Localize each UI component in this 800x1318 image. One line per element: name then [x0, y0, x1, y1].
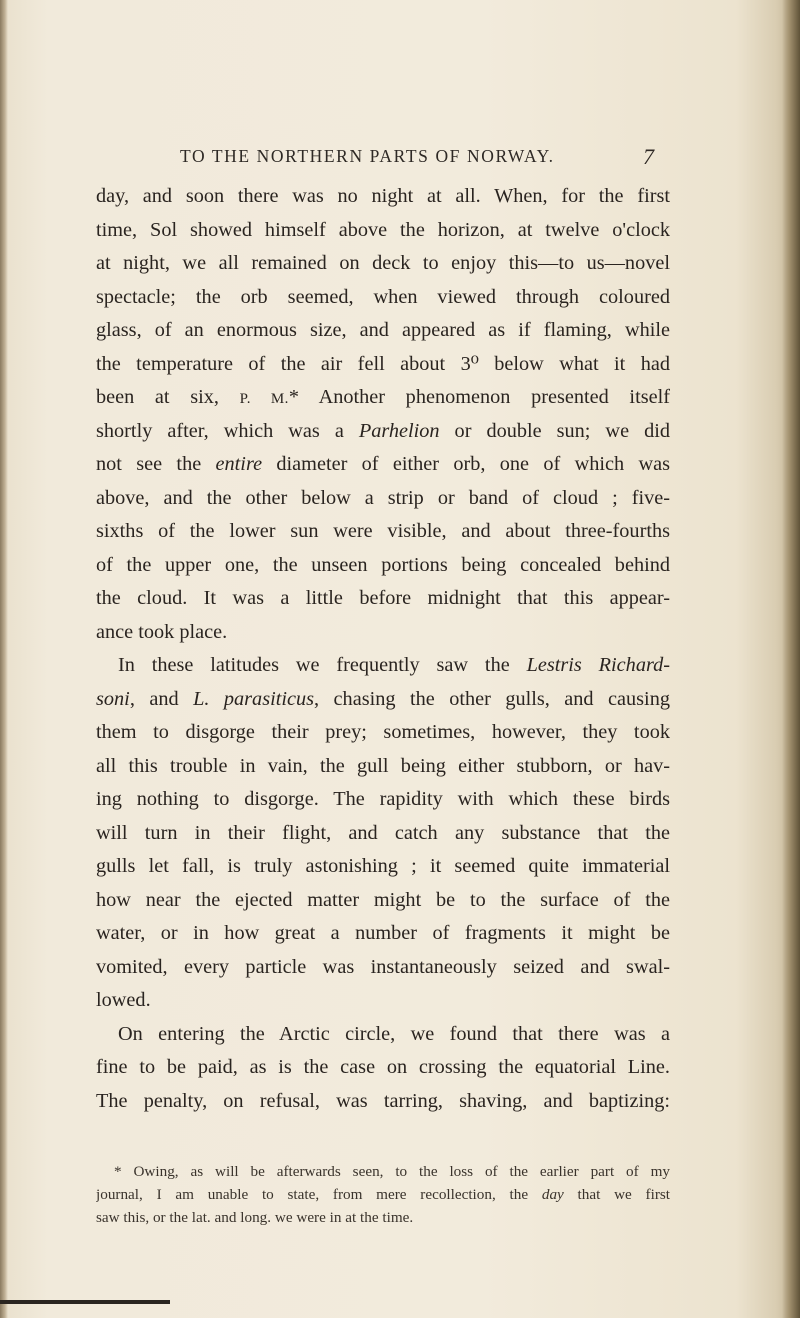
footnote-line: * Owing, as will be afterwards seen, to the loss of the earlier part of my: [114, 1163, 670, 1180]
text-run: or double sun; we did: [439, 419, 670, 442]
text-run: not see the: [96, 453, 216, 475]
text-line: [96, 381, 670, 415]
page-edge-shadow: [782, 0, 800, 1318]
scan-artifact-rule: [0, 1300, 170, 1304]
text-run: that we first: [563, 1186, 670, 1203]
text-line: time, Sol showed himself above the horizon, at twelve o'clock: [96, 218, 670, 241]
text-line: glass, of an enormous size, and appeared as if flaming, while: [96, 319, 670, 341]
text-run: been at six,: [96, 386, 240, 408]
text-line: fine to be paid, as is the case on crossing the equatorial Line.: [96, 1056, 670, 1078]
text-run-italic: Parhelion: [358, 419, 440, 442]
text-line: of the upper one, the unseen portions being concealed behind: [96, 553, 670, 576]
text-run: In these latitudes we frequently saw the: [118, 654, 527, 676]
text-line: [96, 448, 670, 482]
text-line: day, and soon there was no night at all. When, for the first: [96, 185, 670, 207]
text-line: all this trouble in vain, the gull being either stubborn, or hav-: [96, 754, 670, 777]
text-line: the temperature of the air fell about 3⁰ below what it had: [96, 352, 670, 375]
text-run-italic: L. parasiticus: [193, 687, 315, 710]
footnote-line: saw this, or the lat. and long. we were in at the time.: [96, 1209, 414, 1226]
text-run-italic: entire: [215, 453, 263, 475]
text-line: [96, 415, 670, 449]
text-line: lowed.: [96, 989, 151, 1011]
text-line: spectacle; the orb seemed, when viewed through coloured: [96, 285, 670, 308]
text-run-italic: Lestris Richard-: [526, 654, 670, 676]
page-gutter-shadow: [0, 0, 8, 1318]
page-number: 7: [643, 144, 654, 169]
text-run: journal, I am unable to state, from mere recollection, the: [96, 1186, 542, 1203]
text-run: , chasing the other gulls, and causing: [314, 687, 670, 710]
text-run: shortly after, which was a: [96, 419, 359, 442]
text-line: vomited, every particle was instantaneously seized and swal-: [96, 955, 670, 978]
text-line: them to disgorge their prey; sometimes, however, they took: [96, 721, 670, 743]
body-text: [96, 180, 670, 1118]
text-line: [96, 649, 670, 683]
text-line: at night, we all remained on deck to enjoy this—to us—novel: [96, 252, 670, 274]
text-line: the cloud. It was a little before midnight that this appear-: [96, 587, 670, 609]
text-line: The penalty, on refusal, was tarring, shaving, and baptizing:: [96, 1089, 670, 1112]
text-line: above, and the other below a strip or band of cloud ; five-: [96, 486, 670, 509]
text-line: gulls let fall, is truly astonishing ; it seemed quite immaterial: [96, 855, 670, 877]
text-run-smallcaps: P. M.: [239, 391, 289, 407]
text-line: sixths of the lower sun were visible, and about three-fourths: [96, 520, 670, 542]
footnote: [96, 1160, 670, 1229]
text-line: water, or in how great a number of fragments it might be: [96, 922, 670, 944]
running-header: [0, 146, 800, 170]
running-title: TO THE NORTHERN PARTS OF NORWAY.: [180, 146, 555, 166]
text-line: ance took place.: [96, 620, 228, 643]
footnote-ref: * Another phenomenon presented itself: [288, 386, 670, 408]
text-line: how near the ejected matter might be to the surface of the: [96, 888, 670, 911]
text-line: On entering the Arctic circle, we found that there was a: [118, 1022, 670, 1045]
footnote-line: [96, 1183, 670, 1206]
text-run: , and: [129, 687, 194, 710]
text-line: ing nothing to disgorge. The rapidity with which these birds: [96, 788, 670, 810]
text-line: [96, 683, 670, 717]
text-run-italic: soni: [96, 687, 130, 710]
text-line: will turn in their flight, and catch any substance that the: [96, 821, 670, 844]
text-run: diameter of either orb, one of which was: [262, 453, 670, 475]
text-run-italic: day: [541, 1186, 564, 1203]
